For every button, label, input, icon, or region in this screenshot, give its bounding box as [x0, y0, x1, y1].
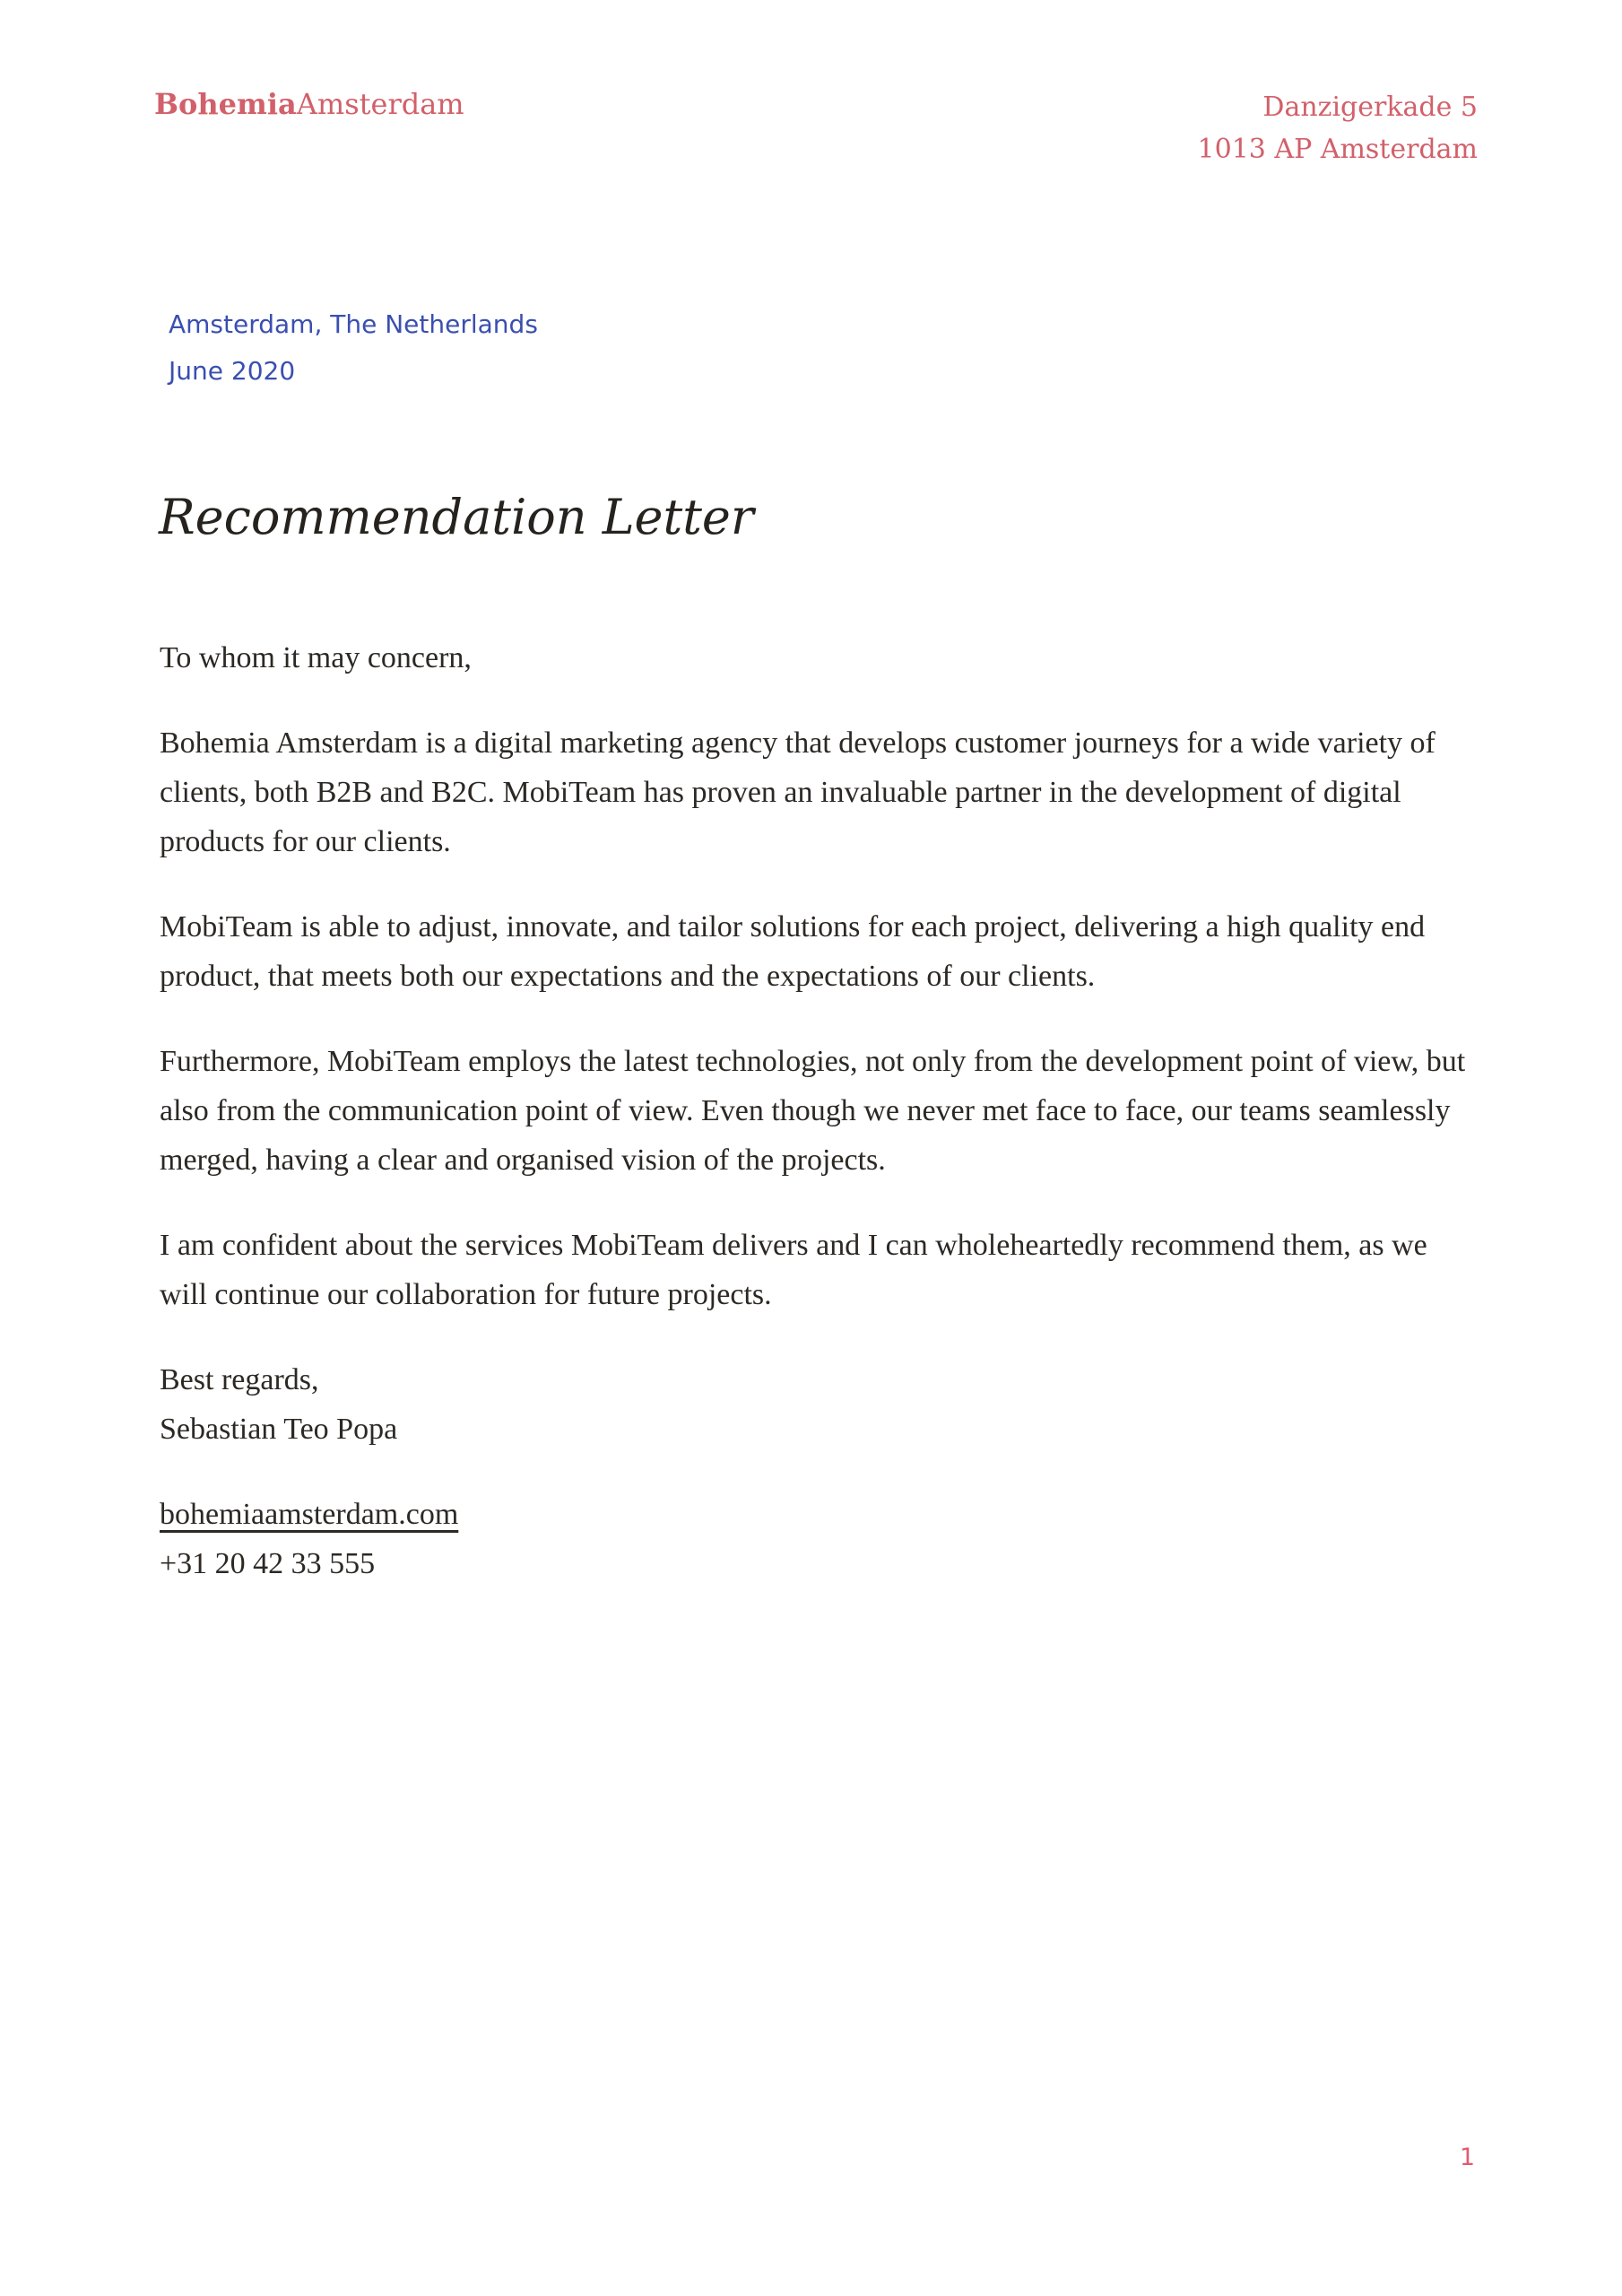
phone-number: +31 20 42 33 555	[160, 1547, 376, 1580]
date-block	[169, 301, 538, 395]
address-city: 1013 AP Amsterdam	[1197, 134, 1478, 165]
letterhead	[154, 86, 1478, 170]
address-street: Danzigerkade 5	[1262, 91, 1478, 123]
letter-date: June 2020	[169, 356, 296, 386]
letter-location: Amsterdam, The Netherlands	[169, 309, 538, 339]
logo-bold-part: Bohemia	[154, 87, 297, 121]
company-address	[1198, 86, 1478, 170]
logo-regular-part: Amsterdam	[296, 87, 464, 121]
company-logo	[154, 86, 464, 122]
paragraph-3: Furthermore, MobiTeam employs the latest technologies, not only from the development point of view, but also from the communication point of view. Even though we never met face to face, our teams seamlessly merged, having a clear and organised vision of the projects.	[160, 1045, 1466, 1177]
contact-block	[160, 1490, 1476, 1588]
closing-block	[160, 1355, 1476, 1454]
paragraph-1: Bohemia Amsterdam is a digital marketing agency that develops customer journeys for a wide variety of clients, both B2B and B2C. MobiTeam has proven an invaluable partner in the development of digital products for our clients.	[160, 726, 1436, 858]
signature-name: Sebastian Teo Popa	[160, 1413, 398, 1446]
paragraph-4: I am confident about the services MobiTeam delivers and I can wholeheartedly recommend them, as we will continue our collaboration for future projects.	[160, 1229, 1427, 1311]
letter-title: Recommendation Letter	[159, 489, 754, 545]
salutation: To whom it may concern,	[160, 641, 472, 674]
closing-phrase: Best regards,	[160, 1363, 319, 1396]
letter-body	[160, 633, 1476, 1588]
page-number: 1	[1459, 2144, 1475, 2171]
website-link[interactable]: bohemiaamsterdam.com	[160, 1498, 459, 1531]
paragraph-2: MobiTeam is able to adjust, innovate, and tailor solutions for each project, delivering a high quality end product, that meets both our expectations and the expectations of our clients.	[160, 910, 1426, 993]
